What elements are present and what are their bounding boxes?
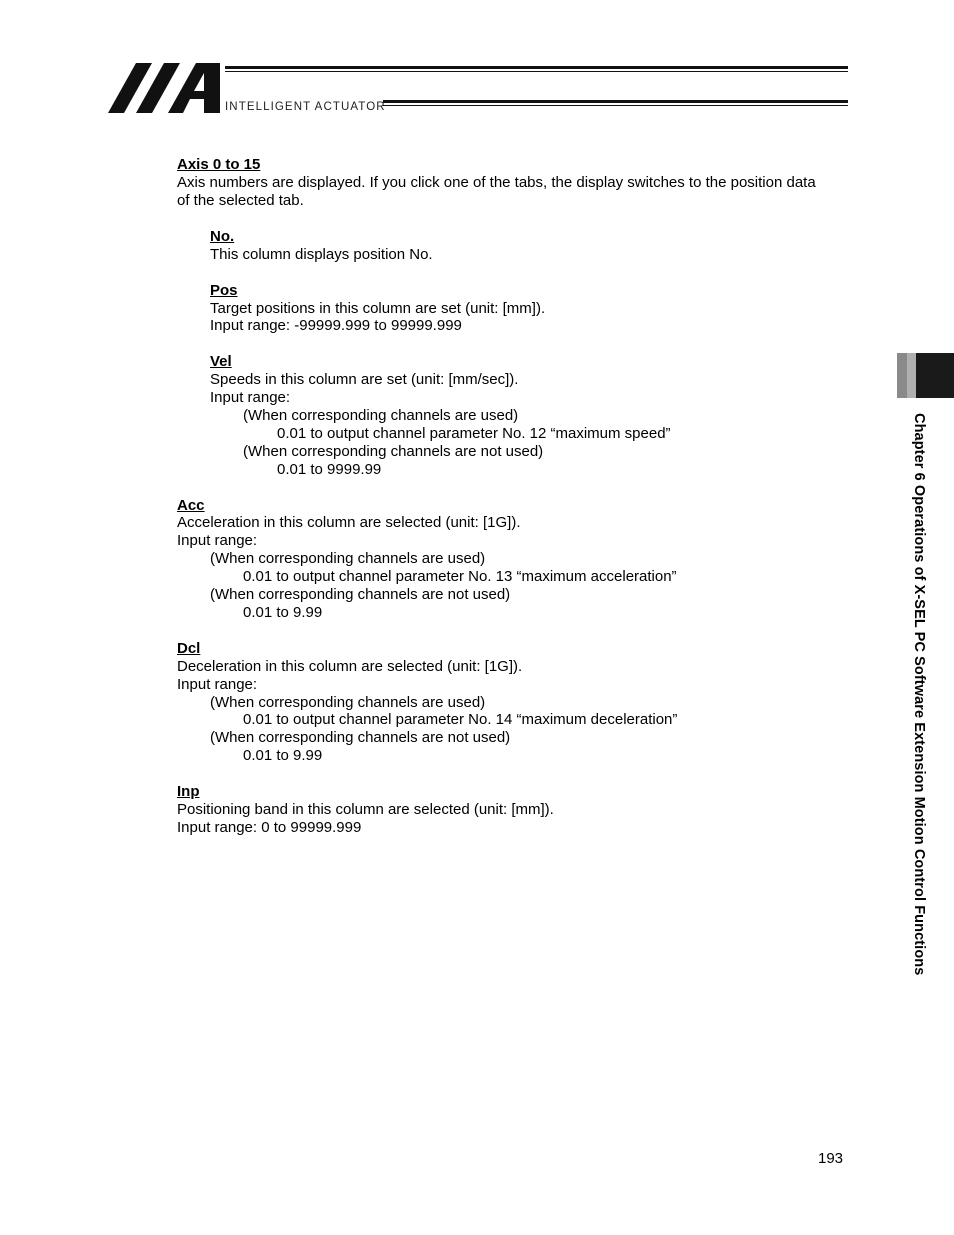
- heading-inp: Inp: [177, 783, 200, 800]
- axis-text-2: of the selected tab.: [177, 192, 304, 209]
- header-rule-top-thin: [225, 71, 848, 72]
- inp-text-2: Input range: 0 to 99999.999: [177, 819, 362, 836]
- vel-text-4: 0.01 to output channel parameter No. 12 “maximum speed”: [277, 425, 671, 442]
- axis-text-1: Axis numbers are displayed. If you click one of the tabs, the display switches to the position data: [177, 174, 816, 191]
- dcl-text-5: (When corresponding channels are not used): [210, 729, 511, 746]
- dcl-text-2: Input range:: [177, 676, 258, 693]
- vel-text-5: (When corresponding channels are not used): [243, 443, 544, 460]
- vel-text-6: 0.01 to 9999.99: [277, 461, 382, 478]
- vel-text-1: Speeds in this column are set (unit: [mm/sec]).: [210, 371, 519, 388]
- acc-text-1: Acceleration in this column are selected (unit: [1G]).: [177, 514, 521, 531]
- acc-text-5: (When corresponding channels are not used): [210, 586, 511, 603]
- chapter-side-title: Chapter 6 Operations of X-SEL PC Software Extension Motion Control Functions: [911, 413, 927, 976]
- acc-text-4: 0.01 to output channel parameter No. 13 “maximum acceleration”: [243, 568, 677, 585]
- no-text-1: This column displays position No.: [210, 246, 433, 263]
- vel-text-3: (When corresponding channels are used): [243, 407, 519, 424]
- brand-name: INTELLIGENT ACTUATOR: [225, 101, 386, 113]
- dcl-text-4: 0.01 to output channel parameter No. 14 “maximum deceleration”: [243, 711, 678, 728]
- chapter-tab-marker: [897, 353, 954, 398]
- header-rule-bottom: [383, 100, 848, 103]
- iai-logo: [108, 63, 223, 113]
- heading-no: No.: [210, 228, 235, 245]
- dcl-text-1: Deceleration in this column are selected (unit: [1G]).: [177, 658, 523, 675]
- heading-vel: Vel: [210, 353, 232, 370]
- vel-text-2: Input range:: [210, 389, 291, 406]
- header-rule-top: [225, 66, 848, 69]
- acc-text-3: (When corresponding channels are used): [210, 550, 486, 567]
- header-rule-bottom-thin: [383, 105, 848, 106]
- dcl-text-3: (When corresponding channels are used): [210, 694, 486, 711]
- heading-axis: Axis 0 to 15: [177, 156, 261, 173]
- heading-dcl: Dcl: [177, 640, 201, 657]
- page-number: 193: [818, 1150, 844, 1167]
- dcl-text-6: 0.01 to 9.99: [243, 747, 323, 764]
- inp-text-1: Positioning band in this column are selected (unit: [mm]).: [177, 801, 554, 818]
- pos-text-1: Target positions in this column are set (unit: [mm]).: [210, 300, 546, 317]
- heading-pos: Pos: [210, 282, 238, 299]
- acc-text-6: 0.01 to 9.99: [243, 604, 323, 621]
- pos-text-2: Input range: -99999.999 to 99999.999: [210, 317, 462, 334]
- heading-acc: Acc: [177, 497, 205, 514]
- acc-text-2: Input range:: [177, 532, 258, 549]
